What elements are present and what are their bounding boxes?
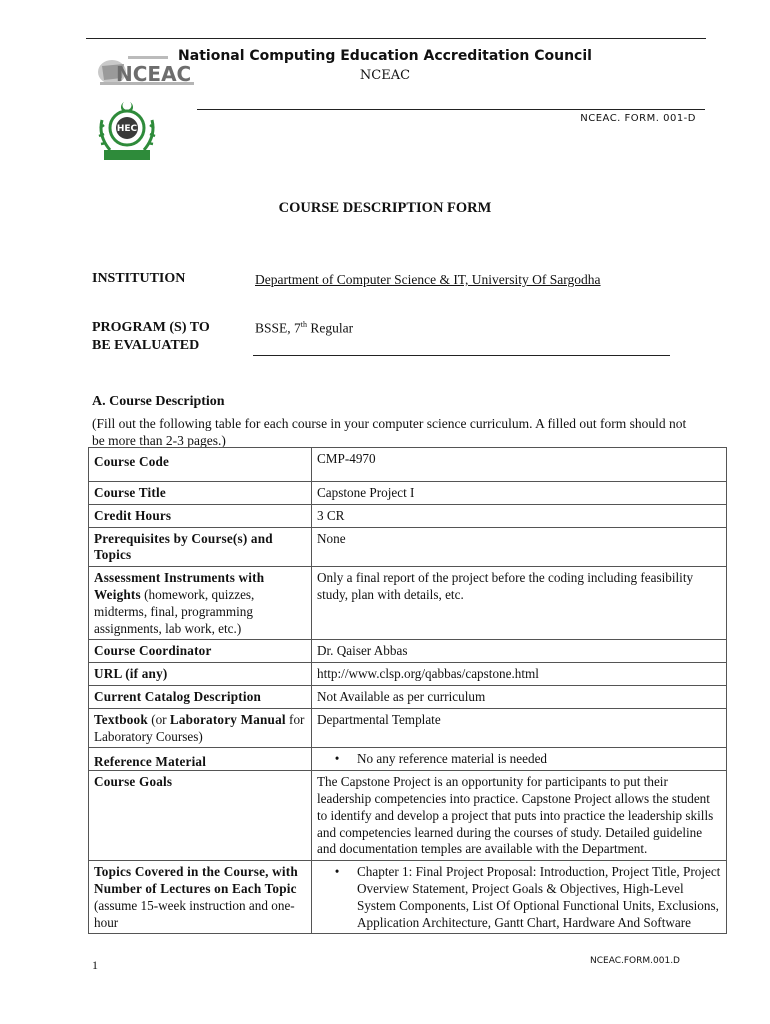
course-table: [88, 447, 727, 934]
prerequisites-value: None: [312, 527, 727, 567]
prerequisites-label: Prerequisites by Course(s) and Topics: [89, 527, 312, 567]
assessment-label: Assessment Instruments with Weights (homework, quizzes, midterms, final, programming assignments, lab work, etc.): [89, 567, 312, 640]
program-value: BSSE, 7th Regular: [255, 320, 354, 336]
program-underline: [253, 355, 670, 356]
goals-value: The Capstone Project is an opportunity for participants to put their leadership competencies into practice. Capstone Project allows the student to identify and develop a project that puts into practice the leadership skills and competencies learned during the courses of study. Detailed guideline and documentation temples are available with the Department.: [312, 771, 727, 861]
svg-text:NCEAC: NCEAC: [116, 62, 192, 86]
table-row: [89, 861, 727, 934]
page-number: 1: [92, 958, 98, 972]
goals-label: Course Goals: [89, 771, 312, 861]
catalog-value: Not Available as per curriculum: [312, 685, 727, 708]
header-rule: [197, 109, 705, 110]
top-rule: [86, 38, 706, 39]
council-name: National Computing Education Accreditation Council: [178, 48, 592, 64]
institution-value: Department of Computer Science & IT, University Of Sargodha: [255, 272, 601, 287]
credit-hours-label: Credit Hours: [89, 504, 312, 527]
topics-label: Topics Covered in the Course, with Number of Lectures on Each Topic (assume 15-week instruction and one-hour: [89, 861, 312, 934]
url-link[interactable]: http://www.clsp.org/qabbas/capstone.html: [312, 663, 727, 686]
svg-text:HEC: HEC: [116, 124, 138, 134]
reference-label: Reference Material: [89, 748, 312, 771]
table-row: [89, 448, 727, 482]
section-a-heading: A. Course Description: [92, 394, 225, 409]
course-title-value: Capstone Project I: [312, 482, 727, 505]
textbook-label: Textbook (or Laboratory Manual for Laboratory Courses): [89, 708, 312, 748]
textbook-value: Departmental Template: [312, 708, 727, 748]
hec-seal: [94, 98, 160, 164]
table-row: [89, 482, 727, 505]
course-code-label: Course Code: [89, 448, 312, 482]
form-code: NCEAC. FORM. 001-D: [580, 113, 696, 124]
catalog-label: Current Catalog Description: [89, 685, 312, 708]
table-row: [89, 567, 727, 640]
topics-value: • Chapter 1: Final Project Proposal: Introduction, Project Title, Project Overview Statement, Project Goals & Objectives, High-Level System Components, List Of Optional Functional Units, Exclusions, Application Architecture, Gantt Chart, Hardware And Software: [312, 861, 727, 934]
reference-value: • No any reference material is needed: [312, 748, 727, 771]
coordinator-label: Course Coordinator: [89, 640, 312, 663]
coordinator-value: Dr. Qaiser Abbas: [312, 640, 727, 663]
footer-form-code: NCEAC.FORM.001.D: [590, 956, 680, 966]
table-row: [89, 708, 727, 748]
section-a-instructions: (Fill out the following table for each course in your computer science curriculum. A filled out form should not be more than 2-3 pages.): [92, 416, 687, 448]
table-row: [89, 771, 727, 861]
credit-hours-value: 3 CR: [312, 504, 727, 527]
institution-label: INSTITUTION: [92, 271, 186, 286]
table-row: [89, 685, 727, 708]
table-row: [89, 527, 727, 567]
table-row: [89, 640, 727, 663]
course-title-label: Course Title: [89, 482, 312, 505]
course-code-value: CMP-4970: [312, 448, 727, 482]
table-row: [89, 663, 727, 686]
assessment-value: Only a final report of the project before the coding including feasibility study, plan with details, etc.: [312, 567, 727, 640]
form-title: COURSE DESCRIPTION FORM: [278, 200, 492, 216]
program-label: PROGRAM (S) TO BE EVALUATED: [92, 320, 210, 353]
table-row: [89, 504, 727, 527]
url-label: URL (if any): [89, 663, 312, 686]
council-abbreviation: NCEAC: [359, 68, 411, 83]
table-row: [89, 748, 727, 771]
